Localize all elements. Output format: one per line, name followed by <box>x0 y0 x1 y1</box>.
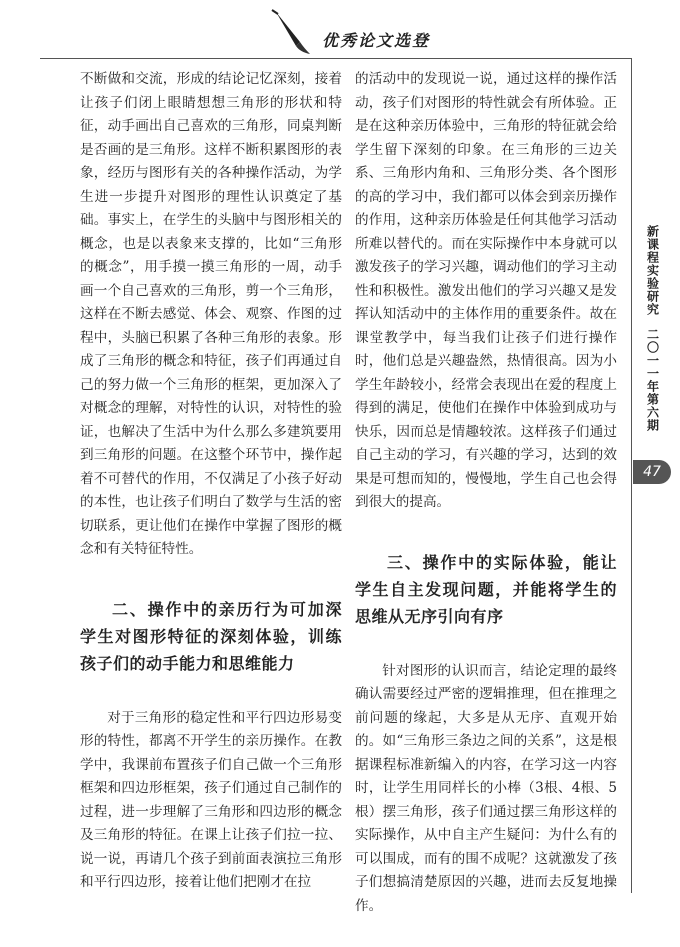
page-header <box>0 0 680 60</box>
paragraph: 对于三角形的稳定性和平行四边形易变形的特性，都离不开学生的亲历操作。在教学中，我课前布置孩子们自己做一个三角形框架和四边形框架，孩子们通过自己制作的过程，进一步理解了三角形和四边形的概念及三角形的特征。在课上让孩子们拉一拉、说一说，再请几个孩子到前面表演拉三角形和平行四边形，接着让他们把刚才在拉 <box>80 709 342 890</box>
journal-name: 新课程实验研究 <box>645 225 660 316</box>
header-rule <box>40 58 632 59</box>
section-title: 优秀论文选登 <box>322 31 431 50</box>
journal-issue: 二〇一一年第六期 <box>645 328 660 432</box>
paragraph: 不断做和交流，形成的结论记忆深刻，接着让孩子们闭上眼睛想想三角形的形状和特征，动手画出自己喜欢的三角形，同桌判断是否画的是三角形。这样不断积累图形的表象，经历与图形有关的各种操作活动，为学生进一步提升对图形的理性认识奠定了基础。事实上，在学生的头脑中与图形相关的概念，也是以表象来支撑的，比如“三角形的概念”，用手摸一摸三角形的一周，动手画一个自己喜欢的三角形，剪一个三角形，这样在不断去感觉、体会、观察、作图的过程中，头脑已积累了各种三角形的表象。形成了三角形的概念和特征，孩子们再通过自己的努力做一个三角形的框架，更加深入了对概念的理解，对特性的认识，对特性的验证，也解决了生活中为什么那么多建筑要用到三角形的问题。在这整个环节中，操作起着不可替代的作用，不仅满足了小孩子好动的本性，也让孩子们明白了数学与生活的密切联系，更让他们在操作中掌握了图形的概念和有关特征特性。 <box>80 71 342 557</box>
journal-side-tab <box>642 225 664 450</box>
brush-pen-icon <box>270 8 320 56</box>
paragraph: 的活动中的发现说一说，通过这样的操作活动，孩子们对图形的特性就会有所体验。正是在这种亲历体验中，三角形的特征就会给学生留下深刻的印象。在三角形的三边关系、三角形内角和、三角形分类、各个图形的高的学习中，我们都可以体会到亲历操作的作用，这种亲历体验是任何其他学习活动所难以替代的。而在实际操作中本身就可以激发孩子的学习兴趣，调动他们的学习主动性和积极性。激发出他们的学习兴趣又是发挥认知活动中的主体作用的重要条件。故在课堂教学中，每当我们让孩子们进行操作时，他们总是兴趣盎然，热情很高。因为小学生年龄较小，经常会表现出在爱的程度上得到的满足，使他们在操作中体验到成功与快乐，因而总是情趣较浓。这样孩子们通过自己主动的学习，有兴趣的学习，达到的效果是可想而知的，慢慢地，学生自己也会得到很大的提高。 <box>355 71 617 510</box>
page-number: 47 <box>633 460 671 484</box>
right-column <box>355 68 617 918</box>
section-heading: 二、操作中的亲历行为可加深学生对图形特征的深刻体验，训练孩子们的动手能力和思维能力 <box>80 599 342 673</box>
left-column <box>80 68 342 895</box>
margin-rule <box>631 58 632 893</box>
section-heading: 三、操作中的实际体验，能让学生自主发现问题，并能将学生的思维从无序引向有序 <box>355 552 617 626</box>
paragraph: 针对图形的认识而言，结论定理的最终确认需要经过严密的逻辑推理，但在推理之前问题的缘起，大多是从无序、直观开始的。如“三角形三条边之间的关系”，这是根据课程标准新编入的内容，在学习这一内容时，让学生用同样长的小棒（3根、4根、5根）摆三角形，孩子们通过摆三角形这样的实际操作，从中自主产生疑问：为什么有的可以围成，而有的围不成呢？这就激发了孩子们想搞清楚原因的兴趣，进而去反复地操作。 <box>355 662 617 914</box>
